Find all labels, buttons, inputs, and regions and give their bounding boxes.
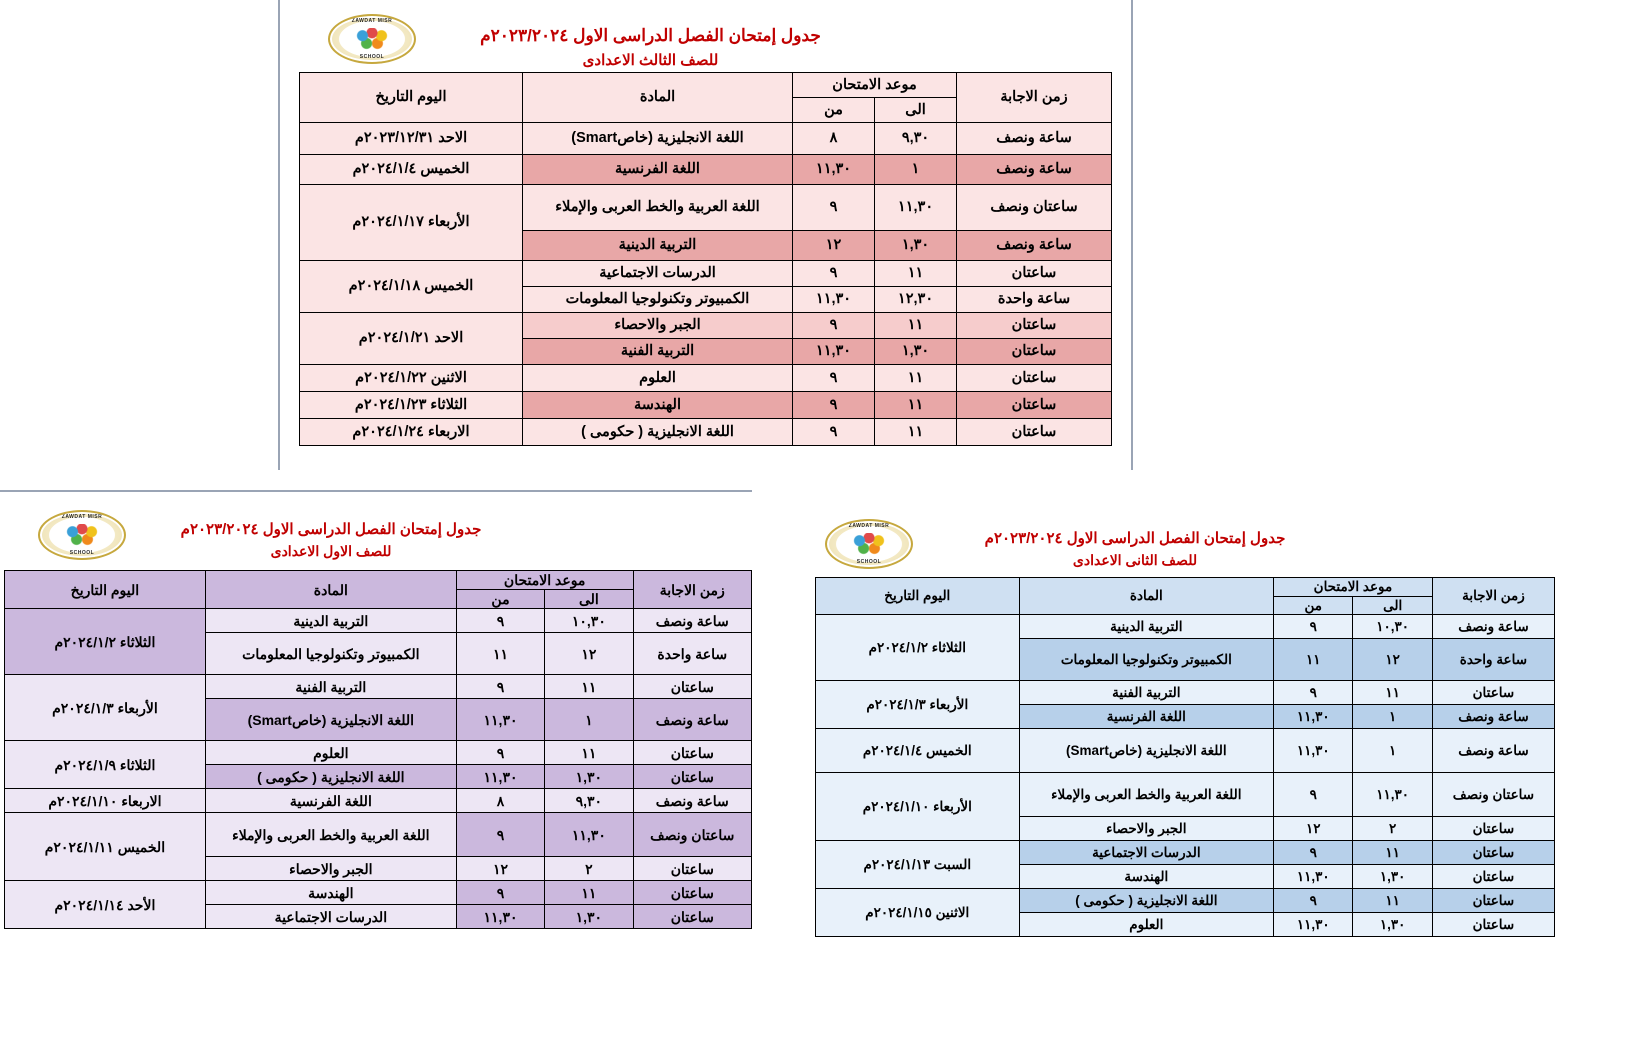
header-exam-time: موعد الامتحان bbox=[1274, 578, 1433, 597]
cell-date: الاثنين ٢٠٢٤/١/١٥م bbox=[816, 889, 1020, 937]
logo-tree-icon bbox=[852, 533, 886, 555]
cell-subject: اللغة الفرنسية bbox=[1019, 705, 1273, 729]
cell-subject: الكمبيوتر وتكنولوجيا المعلومات bbox=[205, 633, 456, 675]
cell-duration: ساعتان ونصف bbox=[633, 813, 751, 857]
title-line-1: جدول إمتحان الفصل الدراسى الاول ٢٠٢٣/٢٠٢٤م bbox=[180, 521, 482, 538]
logo-top-text: ZAWDAT MISR bbox=[848, 523, 890, 529]
header-to: الى bbox=[545, 590, 633, 609]
table-row bbox=[300, 123, 1112, 155]
table-row bbox=[816, 773, 1555, 817]
cell-duration: ساعة واحدة bbox=[633, 633, 751, 675]
exam-table-third-prep bbox=[299, 72, 1112, 446]
table-row bbox=[816, 841, 1555, 865]
cell-date: الخميس ٢٠٢٤/١/٤م bbox=[300, 155, 523, 185]
cell-from: ٨ bbox=[456, 789, 544, 813]
cell-to: ١١ bbox=[875, 261, 957, 287]
table-row bbox=[300, 185, 1112, 231]
cell-subject: اللغة الانجليزية ( حكومى ) bbox=[523, 419, 793, 446]
cell-duration: ساعة ونصف bbox=[1432, 705, 1554, 729]
cell-from: ١١,٣٠ bbox=[1274, 705, 1353, 729]
cell-to: ٩,٣٠ bbox=[875, 123, 957, 155]
cell-from: ٨ bbox=[793, 123, 875, 155]
cell-to: ١١ bbox=[545, 741, 633, 765]
cell-to: ١١ bbox=[875, 419, 957, 446]
cell-duration: ساعتان bbox=[957, 392, 1112, 419]
table-row bbox=[5, 675, 752, 699]
cell-subject: اللغة الفرنسية bbox=[523, 155, 793, 185]
cell-date: الاربعاء ٢٠٢٤/١/١٠م bbox=[5, 789, 206, 813]
cell-from: ٩ bbox=[456, 741, 544, 765]
cell-subject: العلوم bbox=[205, 741, 456, 765]
cell-from: ٩ bbox=[456, 881, 544, 905]
table-row bbox=[816, 889, 1555, 913]
cell-subject: التربية الدينية bbox=[205, 609, 456, 633]
cell-from: ٩ bbox=[793, 313, 875, 339]
cell-from: ١١ bbox=[1274, 639, 1353, 681]
header-from: من bbox=[1274, 596, 1353, 615]
cell-to: ١,٣٠ bbox=[875, 339, 957, 365]
table-row bbox=[5, 813, 752, 857]
cell-from: ١٢ bbox=[1274, 817, 1353, 841]
cell-subject: الجبر والاحصاء bbox=[205, 857, 456, 881]
logo-bottom-text: SCHOOL bbox=[69, 550, 95, 556]
cell-from: ١١,٣٠ bbox=[456, 699, 544, 741]
table-row bbox=[300, 261, 1112, 287]
header-subject: المادة bbox=[523, 73, 793, 123]
cell-subject: الدرسات الاجتماعية bbox=[523, 261, 793, 287]
header-answer-time: زمن الاجابة bbox=[633, 571, 751, 609]
cell-duration: ساعة ونصف bbox=[1432, 729, 1554, 773]
cell-duration: ساعة ونصف bbox=[633, 699, 751, 741]
cell-from: ١١,٣٠ bbox=[456, 765, 544, 789]
cell-to: ١,٣٠ bbox=[545, 905, 633, 929]
cell-from: ٩ bbox=[1274, 615, 1353, 639]
cell-date: الأربعاء ٢٠٢٤/١/١٠م bbox=[816, 773, 1020, 841]
cell-from: ٩ bbox=[793, 261, 875, 287]
schedule-block-third-prep bbox=[278, 0, 1133, 470]
header-date: اليوم التاريخ bbox=[300, 73, 523, 123]
header-third-prep bbox=[280, 0, 1131, 72]
cell-duration: ساعتان bbox=[957, 313, 1112, 339]
table-row bbox=[5, 609, 752, 633]
cell-subject: اللغة الانجليزية ( حكومى ) bbox=[205, 765, 456, 789]
cell-subject: العلوم bbox=[523, 365, 793, 392]
cell-to: ١١,٣٠ bbox=[875, 185, 957, 231]
cell-to: ١٠,٣٠ bbox=[1353, 615, 1432, 639]
cell-to: ١٢ bbox=[545, 633, 633, 675]
cell-from: ١١,٣٠ bbox=[1274, 729, 1353, 773]
cell-from: ١١,٣٠ bbox=[1274, 865, 1353, 889]
cell-date: السبت ٢٠٢٤/١/١٣م bbox=[816, 841, 1020, 889]
title-line-1: جدول إمتحان الفصل الدراسى الاول ٢٠٢٣/٢٠٢٤م bbox=[984, 530, 1286, 547]
cell-duration: ساعتان bbox=[957, 365, 1112, 392]
cell-to: ١,٣٠ bbox=[545, 765, 633, 789]
cell-duration: ساعتان bbox=[1432, 865, 1554, 889]
cell-duration: ساعتان ونصف bbox=[957, 185, 1112, 231]
table-row bbox=[300, 313, 1112, 339]
cell-duration: ساعة ونصف bbox=[957, 231, 1112, 261]
cell-from: ١٢ bbox=[793, 231, 875, 261]
cell-to: ١١ bbox=[545, 675, 633, 699]
table-row bbox=[5, 881, 752, 905]
cell-subject: الكمبيوتر وتكنولوجيا المعلومات bbox=[1019, 639, 1273, 681]
table-row bbox=[5, 789, 752, 813]
table-row bbox=[300, 155, 1112, 185]
cell-to: ٩,٣٠ bbox=[545, 789, 633, 813]
header-from: من bbox=[456, 590, 544, 609]
logo-tree-icon bbox=[355, 28, 389, 50]
title-line-1: جدول إمتحان الفصل الدراسى الاول ٢٠٢٣/٢٠٢٤م bbox=[480, 26, 821, 45]
cell-subject: اللغة الانجليزية (خاصSmart) bbox=[523, 123, 793, 155]
cell-date: الأربعاء ٢٠٢٤/١/١٧م bbox=[300, 185, 523, 261]
school-logo-icon bbox=[328, 14, 416, 64]
cell-to: ٢ bbox=[545, 857, 633, 881]
cell-to: ١١ bbox=[545, 881, 633, 905]
cell-to: ١ bbox=[1353, 729, 1432, 773]
header-subject: المادة bbox=[1019, 578, 1273, 615]
cell-to: ١٢,٣٠ bbox=[875, 287, 957, 313]
cell-date: الثلاثاء ٢٠٢٤/١/٩م bbox=[5, 741, 206, 789]
title-line-2: للصف الثانى الاعدادى bbox=[1072, 552, 1198, 568]
table-row bbox=[5, 741, 752, 765]
cell-to: ١ bbox=[875, 155, 957, 185]
cell-date: الاحد ٢٠٢٣/١٢/٣١م bbox=[300, 123, 523, 155]
header-first-prep bbox=[0, 492, 752, 570]
table-row bbox=[816, 615, 1555, 639]
cell-from: ٩ bbox=[1274, 841, 1353, 865]
school-logo-icon bbox=[825, 519, 913, 569]
cell-from: ١١,٣٠ bbox=[793, 339, 875, 365]
cell-subject: العلوم bbox=[1019, 913, 1273, 937]
cell-subject: اللغة الانجليزية ( حكومى ) bbox=[1019, 889, 1273, 913]
cell-subject: التربية الفنية bbox=[523, 339, 793, 365]
cell-duration: ساعتان bbox=[633, 857, 751, 881]
cell-subject: الدرسات الاجتماعية bbox=[1019, 841, 1273, 865]
cell-to: ١١,٣٠ bbox=[1353, 773, 1432, 817]
cell-duration: ساعتان bbox=[957, 419, 1112, 446]
cell-to: ١١ bbox=[1353, 889, 1432, 913]
cell-to: ١,٣٠ bbox=[875, 231, 957, 261]
cell-to: ١١ bbox=[875, 365, 957, 392]
cell-duration: ساعتان bbox=[1432, 889, 1554, 913]
cell-date: الثلاثاء ٢٠٢٤/١/٢م bbox=[5, 609, 206, 675]
cell-to: ١,٣٠ bbox=[1353, 865, 1432, 889]
cell-from: ١١,٣٠ bbox=[793, 155, 875, 185]
cell-date: الثلاثاء ٢٠٢٤/١/٢م bbox=[816, 615, 1020, 681]
cell-from: ١٢ bbox=[456, 857, 544, 881]
header-exam-time: موعد الامتحان bbox=[793, 73, 957, 98]
table-header-row bbox=[300, 73, 1112, 98]
cell-from: ٩ bbox=[793, 419, 875, 446]
cell-subject: الهندسة bbox=[523, 392, 793, 419]
header-subject: المادة bbox=[205, 571, 456, 609]
cell-subject: اللغة العربية والخط العربى والإملاء bbox=[1019, 773, 1273, 817]
header-to: الى bbox=[875, 98, 957, 123]
cell-to: ١١ bbox=[1353, 841, 1432, 865]
header-exam-time: موعد الامتحان bbox=[456, 571, 633, 590]
cell-subject: اللغة الفرنسية bbox=[205, 789, 456, 813]
cell-subject: اللغة الانجليزية (خاصSmart) bbox=[205, 699, 456, 741]
cell-duration: ساعة ونصف bbox=[957, 155, 1112, 185]
cell-date: الأربعاء ٢٠٢٤/١/٣م bbox=[816, 681, 1020, 729]
cell-date: الأربعاء ٢٠٢٤/١/٣م bbox=[5, 675, 206, 741]
school-logo-icon bbox=[38, 510, 126, 560]
cell-from: ١١,٣٠ bbox=[456, 905, 544, 929]
cell-date: الاثنين ٢٠٢٤/١/٢٢م bbox=[300, 365, 523, 392]
header-date: اليوم التاريخ bbox=[816, 578, 1020, 615]
exam-table-second-prep bbox=[815, 577, 1555, 937]
title-line-2: للصف الاول الاعدادى bbox=[270, 543, 392, 559]
table-row bbox=[816, 729, 1555, 773]
cell-from: ٩ bbox=[793, 185, 875, 231]
cell-duration: ساعة واحدة bbox=[957, 287, 1112, 313]
header-answer-time: زمن الاجابة bbox=[957, 73, 1112, 123]
cell-to: ١١,٣٠ bbox=[545, 813, 633, 857]
cell-subject: الدرسات الاجتماعية bbox=[205, 905, 456, 929]
cell-duration: ساعتان bbox=[633, 765, 751, 789]
cell-subject: الكمبيوتر وتكنولوجيا المعلومات bbox=[523, 287, 793, 313]
cell-to: ١,٣٠ bbox=[1353, 913, 1432, 937]
cell-from: ٩ bbox=[793, 392, 875, 419]
cell-to: ١١ bbox=[875, 313, 957, 339]
cell-date: الاحد ٢٠٢٤/١/٢١م bbox=[300, 313, 523, 365]
cell-subject: اللغة العربية والخط العربى والإملاء bbox=[523, 185, 793, 231]
cell-from: ٩ bbox=[1274, 773, 1353, 817]
header-from: من bbox=[793, 98, 875, 123]
schedule-block-first-prep bbox=[0, 492, 752, 992]
cell-duration: ساعتان bbox=[1432, 913, 1554, 937]
cell-to: ٢ bbox=[1353, 817, 1432, 841]
logo-top-text: ZAWDAT MISR bbox=[61, 514, 103, 520]
table-header-row bbox=[816, 578, 1555, 597]
header-date: اليوم التاريخ bbox=[5, 571, 206, 609]
cell-from: ٩ bbox=[1274, 681, 1353, 705]
cell-duration: ساعتان bbox=[633, 675, 751, 699]
cell-subject: الهندسة bbox=[1019, 865, 1273, 889]
header-to: الى bbox=[1353, 596, 1432, 615]
cell-from: ٩ bbox=[1274, 889, 1353, 913]
cell-duration: ساعتان bbox=[633, 905, 751, 929]
cell-date: الاربعاء ٢٠٢٤/١/٢٤م bbox=[300, 419, 523, 446]
cell-duration: ساعتان bbox=[1432, 841, 1554, 865]
cell-subject: الجبر والاحصاء bbox=[1019, 817, 1273, 841]
cell-subject: الهندسة bbox=[205, 881, 456, 905]
cell-to: ١ bbox=[1353, 705, 1432, 729]
cell-to: ١٠,٣٠ bbox=[545, 609, 633, 633]
cell-duration: ساعة ونصف bbox=[633, 789, 751, 813]
cell-duration: ساعتان bbox=[957, 339, 1112, 365]
cell-duration: ساعة ونصف bbox=[1432, 615, 1554, 639]
table-row bbox=[816, 681, 1555, 705]
cell-duration: ساعة واحدة bbox=[1432, 639, 1554, 681]
cell-from: ٩ bbox=[793, 365, 875, 392]
cell-duration: ساعة ونصف bbox=[633, 609, 751, 633]
cell-to: ١١ bbox=[875, 392, 957, 419]
cell-subject: التربية الفنية bbox=[1019, 681, 1273, 705]
logo-tree-icon bbox=[65, 524, 99, 546]
table-header-row bbox=[5, 571, 752, 590]
cell-to: ١٢ bbox=[1353, 639, 1432, 681]
cell-subject: التربية الدينية bbox=[523, 231, 793, 261]
cell-duration: ساعتان bbox=[633, 881, 751, 905]
cell-duration: ساعتان bbox=[633, 741, 751, 765]
cell-date: الأحد ٢٠٢٤/١/١٤م bbox=[5, 881, 206, 929]
cell-to: ١ bbox=[545, 699, 633, 741]
logo-bottom-text: SCHOOL bbox=[856, 559, 882, 565]
cell-subject: اللغة العربية والخط العربى والإملاء bbox=[205, 813, 456, 857]
cell-date: الثلاثاء ٢٠٢٤/١/٢٣م bbox=[300, 392, 523, 419]
exam-table-first-prep bbox=[4, 570, 752, 929]
cell-duration: ساعتان bbox=[957, 261, 1112, 287]
table-row bbox=[300, 365, 1112, 392]
cell-subject: اللغة الانجليزية (خاصSmart) bbox=[1019, 729, 1273, 773]
cell-date: الخميس ٢٠٢٤/١/١١م bbox=[5, 813, 206, 881]
table-row bbox=[300, 419, 1112, 446]
table-row bbox=[300, 392, 1112, 419]
cell-duration: ساعتان bbox=[1432, 681, 1554, 705]
cell-duration: ساعتان bbox=[1432, 817, 1554, 841]
header-second-prep bbox=[795, 505, 1555, 577]
cell-to: ١١ bbox=[1353, 681, 1432, 705]
cell-duration: ساعتان ونصف bbox=[1432, 773, 1554, 817]
logo-top-text: ZAWDAT MISR bbox=[351, 18, 393, 24]
cell-from: ٩ bbox=[456, 609, 544, 633]
cell-from: ١١,٣٠ bbox=[1274, 913, 1353, 937]
cell-from: ٩ bbox=[456, 675, 544, 699]
logo-bottom-text: SCHOOL bbox=[359, 54, 385, 60]
header-answer-time: زمن الاجابة bbox=[1432, 578, 1554, 615]
title-line-2: للصف الثالث الاعدادى bbox=[582, 52, 719, 69]
cell-date: الخميس ٢٠٢٤/١/١٨م bbox=[300, 261, 523, 313]
cell-duration: ساعة ونصف bbox=[957, 123, 1112, 155]
schedule-block-second-prep bbox=[795, 505, 1555, 985]
cell-date: الخميس ٢٠٢٤/١/٤م bbox=[816, 729, 1020, 773]
cell-subject: الجبر والاحصاء bbox=[523, 313, 793, 339]
cell-subject: التربية الدينية bbox=[1019, 615, 1273, 639]
cell-from: ١١ bbox=[456, 633, 544, 675]
cell-from: ٩ bbox=[456, 813, 544, 857]
cell-from: ١١,٣٠ bbox=[793, 287, 875, 313]
cell-subject: التربية الفنية bbox=[205, 675, 456, 699]
